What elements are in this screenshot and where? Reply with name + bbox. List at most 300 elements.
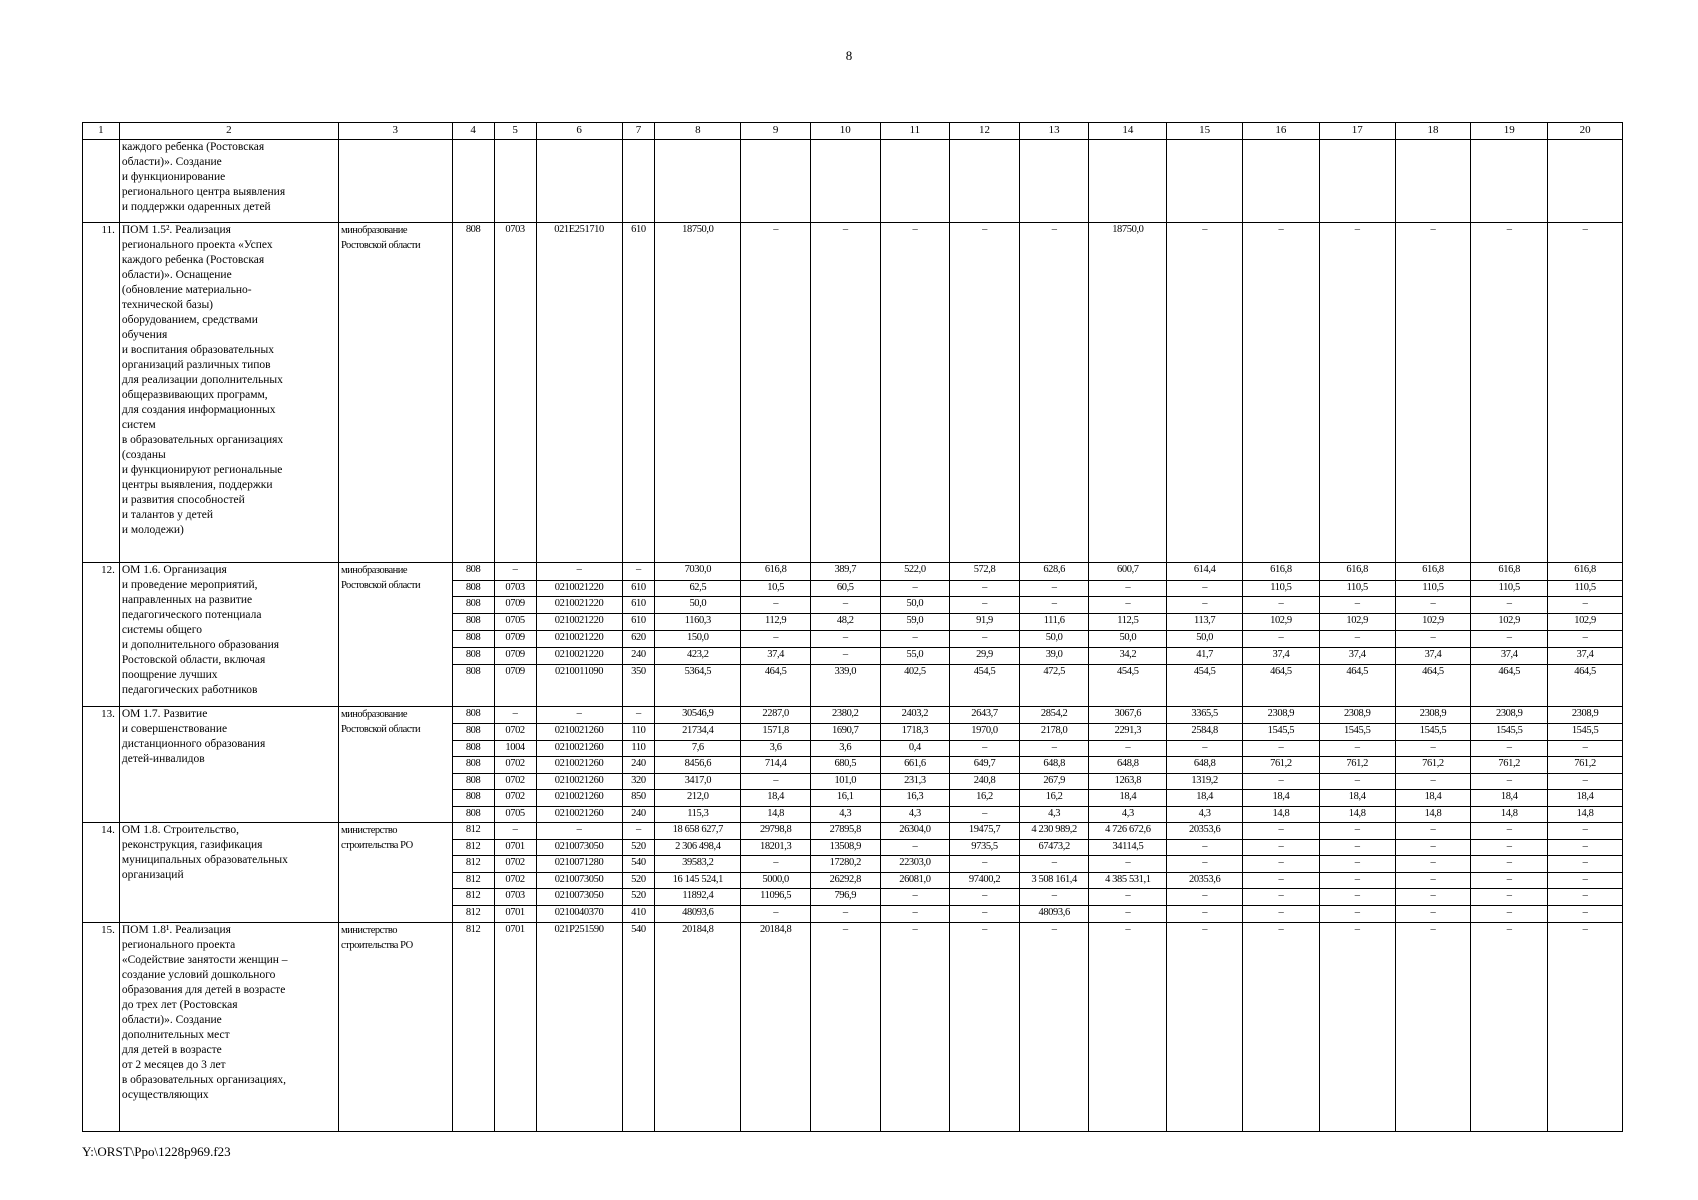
value-cell: 661,6 bbox=[880, 757, 950, 774]
measure-name-line: ОМ 1.7. Развитие bbox=[121, 708, 208, 721]
value-cell: – bbox=[880, 631, 950, 648]
value-cell: 812 bbox=[452, 889, 494, 906]
measure-name-line: области)». Оснащение bbox=[121, 268, 232, 281]
value-cell: 808 bbox=[452, 597, 494, 614]
column-number: 3 bbox=[338, 123, 452, 140]
value-cell bbox=[810, 139, 880, 222]
value-cell: 389,7 bbox=[810, 563, 880, 581]
value-cell: 796,9 bbox=[810, 889, 880, 906]
value-cell: 0210073050 bbox=[536, 839, 622, 855]
value-cell: 0210040370 bbox=[536, 906, 622, 923]
measure-name-line: ОМ 1.8. Строительство, bbox=[121, 823, 239, 836]
executor-line: Ростовской области bbox=[340, 724, 421, 736]
value-cell: – bbox=[1167, 597, 1243, 614]
value-cell bbox=[536, 139, 622, 222]
value-cell bbox=[1395, 139, 1471, 222]
value-cell: – bbox=[622, 707, 655, 724]
measure-name-line: создание условий дошкольного bbox=[121, 969, 276, 982]
value-cell: – bbox=[1395, 631, 1471, 648]
value-cell: 20184,8 bbox=[655, 923, 741, 1132]
value-cell: 2308,9 bbox=[1395, 707, 1471, 724]
measure-name-line: «Содействие занятости женщин – bbox=[121, 954, 288, 967]
value-cell: 761,2 bbox=[1395, 757, 1471, 774]
value-cell: 19475,7 bbox=[950, 822, 1020, 839]
value-cell: 39,0 bbox=[1019, 648, 1089, 665]
value-cell: 1970,0 bbox=[950, 724, 1020, 741]
value-cell: – bbox=[1243, 923, 1320, 1132]
value-cell: 18,4 bbox=[1319, 789, 1395, 806]
measure-name-cell bbox=[119, 707, 338, 822]
value-cell: – bbox=[1319, 774, 1395, 790]
value-cell: – bbox=[1319, 741, 1395, 757]
value-cell: 18,4 bbox=[1548, 789, 1623, 806]
value-cell: – bbox=[1319, 839, 1395, 855]
executor-line: министерство bbox=[340, 824, 398, 836]
value-cell: – bbox=[1089, 889, 1167, 906]
column-number: 16 bbox=[1243, 123, 1320, 140]
value-cell: 26081,0 bbox=[880, 872, 950, 889]
value-cell: 2380,2 bbox=[810, 707, 880, 724]
value-cell: – bbox=[494, 707, 536, 724]
value-cell: 616,8 bbox=[1319, 563, 1395, 581]
value-cell: 808 bbox=[452, 741, 494, 757]
value-cell: 1160,3 bbox=[655, 614, 741, 631]
value-cell: – bbox=[1471, 222, 1548, 563]
value-cell: – bbox=[1167, 889, 1243, 906]
value-cell: – bbox=[1548, 889, 1623, 906]
column-number: 14 bbox=[1089, 123, 1167, 140]
value-cell: 20353,6 bbox=[1167, 872, 1243, 889]
value-cell: 240 bbox=[622, 648, 655, 665]
value-cell: – bbox=[1167, 741, 1243, 757]
value-cell: 3,6 bbox=[741, 741, 811, 757]
value-cell: 1004 bbox=[494, 741, 536, 757]
value-cell: 812 bbox=[452, 839, 494, 855]
value-cell: – bbox=[536, 563, 622, 581]
value-cell: 0210021220 bbox=[536, 614, 622, 631]
value-cell: – bbox=[1548, 222, 1623, 563]
value-cell: 812 bbox=[452, 923, 494, 1132]
value-cell: – bbox=[810, 597, 880, 614]
measure-name-cell bbox=[119, 923, 338, 1132]
measure-name-line: и воспитания образовательных bbox=[121, 343, 274, 356]
measure-name-line: и молодежи) bbox=[121, 523, 184, 536]
value-cell: 808 bbox=[452, 631, 494, 648]
value-cell: – bbox=[1471, 822, 1548, 839]
value-cell: 4,3 bbox=[1167, 806, 1243, 822]
value-cell bbox=[1471, 139, 1548, 222]
value-cell: – bbox=[1019, 855, 1089, 872]
value-cell: 212,0 bbox=[655, 789, 741, 806]
measure-name-line: реконструкция, газификация bbox=[121, 838, 263, 851]
value-cell: 18,4 bbox=[1395, 789, 1471, 806]
value-cell: 614,4 bbox=[1167, 563, 1243, 581]
value-cell: – bbox=[1395, 741, 1471, 757]
value-cell: 616,8 bbox=[741, 563, 811, 581]
value-cell: – bbox=[1243, 906, 1320, 923]
measure-name-line: Ростовской области, включая bbox=[121, 654, 266, 667]
budget-table bbox=[82, 122, 1623, 1132]
value-cell: – bbox=[1319, 631, 1395, 648]
value-cell: – bbox=[880, 839, 950, 855]
value-cell: 18 658 627,7 bbox=[655, 822, 741, 839]
value-cell: – bbox=[1548, 872, 1623, 889]
value-cell: 714,4 bbox=[741, 757, 811, 774]
value-cell: – bbox=[1471, 889, 1548, 906]
value-cell: 2287,0 bbox=[741, 707, 811, 724]
value-cell: – bbox=[950, 855, 1020, 872]
value-cell: 628,6 bbox=[1019, 563, 1089, 581]
value-cell: 2643,7 bbox=[950, 707, 1020, 724]
executor-cell bbox=[338, 923, 452, 1132]
value-cell: – bbox=[880, 889, 950, 906]
value-cell: 16 145 524,1 bbox=[655, 872, 741, 889]
value-cell: 110,5 bbox=[1319, 581, 1395, 597]
value-cell: 115,3 bbox=[655, 806, 741, 822]
value-cell: 2403,2 bbox=[880, 707, 950, 724]
value-cell: – bbox=[1548, 597, 1623, 614]
value-cell: 350 bbox=[622, 665, 655, 707]
column-number-row bbox=[83, 123, 1623, 140]
value-cell: 021P251590 bbox=[536, 923, 622, 1132]
value-cell: 808 bbox=[452, 222, 494, 563]
measure-name-line: и функционирование bbox=[121, 170, 226, 183]
value-cell: 0210021260 bbox=[536, 789, 622, 806]
executor-cell bbox=[338, 707, 452, 822]
value-cell: – bbox=[1548, 923, 1623, 1132]
value-cell: 4,3 bbox=[1089, 806, 1167, 822]
value-cell: – bbox=[1243, 222, 1320, 563]
value-cell: 14,8 bbox=[1471, 806, 1548, 822]
measure-name-line: центры выявления, поддержки bbox=[121, 478, 273, 491]
column-number: 15 bbox=[1167, 123, 1243, 140]
value-cell: 0210021260 bbox=[536, 741, 622, 757]
measure-name-line: организаций bbox=[121, 868, 184, 881]
column-number: 4 bbox=[452, 123, 494, 140]
measure-name-line: обучения bbox=[121, 328, 168, 341]
value-cell: – bbox=[1471, 774, 1548, 790]
value-cell: – bbox=[1019, 597, 1089, 614]
measure-name-line: для создания информационных bbox=[121, 403, 276, 416]
value-cell: 648,8 bbox=[1089, 757, 1167, 774]
value-cell: 464,5 bbox=[741, 665, 811, 707]
value-cell: 16,1 bbox=[810, 789, 880, 806]
value-cell: 0210021220 bbox=[536, 581, 622, 597]
value-cell: 522,0 bbox=[880, 563, 950, 581]
measure-name-line: в образовательных организациях bbox=[121, 433, 284, 446]
value-cell: 150,0 bbox=[655, 631, 741, 648]
value-cell: 18,4 bbox=[1471, 789, 1548, 806]
value-cell: 2308,9 bbox=[1319, 707, 1395, 724]
value-cell: 18,4 bbox=[1089, 789, 1167, 806]
measure-name-line: и поддержки одаренных детей bbox=[121, 200, 271, 213]
value-cell: 0709 bbox=[494, 597, 536, 614]
value-cell: – bbox=[1089, 906, 1167, 923]
value-cell: – bbox=[1471, 872, 1548, 889]
value-cell: 50,0 bbox=[880, 597, 950, 614]
value-cell: 616,8 bbox=[1471, 563, 1548, 581]
value-cell: 808 bbox=[452, 774, 494, 790]
value-cell: 0705 bbox=[494, 614, 536, 631]
value-cell: – bbox=[1395, 839, 1471, 855]
value-cell: – bbox=[1395, 222, 1471, 563]
value-cell: 808 bbox=[452, 707, 494, 724]
row-number-cell: 14. bbox=[83, 822, 120, 923]
measure-name-line: поощрение лучших bbox=[121, 669, 218, 682]
footer-file-path: Y:\ORST\Ppo\1228p969.f23 bbox=[82, 1144, 231, 1159]
value-cell: – bbox=[1019, 581, 1089, 597]
value-cell: 1545,5 bbox=[1471, 724, 1548, 741]
value-cell: 616,8 bbox=[1243, 563, 1320, 581]
value-cell: – bbox=[741, 906, 811, 923]
measure-name-line: направленных на развитие bbox=[121, 594, 253, 607]
measure-name-line: образования для детей в возрасте bbox=[121, 984, 286, 997]
value-cell: 37,4 bbox=[1395, 648, 1471, 665]
value-cell: 13508,9 bbox=[810, 839, 880, 855]
value-cell: – bbox=[1471, 597, 1548, 614]
measure-name-line: от 2 месяцев до 3 лет bbox=[121, 1059, 226, 1072]
value-cell: 520 bbox=[622, 889, 655, 906]
measure-name-line: педагогических работников bbox=[121, 684, 258, 697]
value-cell: 2308,9 bbox=[1548, 707, 1623, 724]
value-cell: 55,0 bbox=[880, 648, 950, 665]
measure-name-line: дистанционного образования bbox=[121, 738, 266, 751]
value-cell: 26304,0 bbox=[880, 822, 950, 839]
value-cell bbox=[741, 139, 811, 222]
value-cell: 59,0 bbox=[880, 614, 950, 631]
value-cell: – bbox=[1167, 855, 1243, 872]
value-cell bbox=[655, 139, 741, 222]
value-cell: – bbox=[1019, 923, 1089, 1132]
value-cell: 3365,5 bbox=[1167, 707, 1243, 724]
executor-cell bbox=[338, 822, 452, 923]
value-cell bbox=[494, 139, 536, 222]
value-cell: 464,5 bbox=[1395, 665, 1471, 707]
column-number: 13 bbox=[1019, 123, 1089, 140]
measure-name-line: ПОМ 1.8¹. Реализация bbox=[121, 924, 231, 937]
value-cell: 540 bbox=[622, 923, 655, 1132]
measure-name-line: регионального центра выявления bbox=[121, 185, 286, 198]
value-cell: 34114,5 bbox=[1089, 839, 1167, 855]
column-number: 2 bbox=[119, 123, 338, 140]
value-cell: 18,4 bbox=[1243, 789, 1320, 806]
value-cell: 1319,2 bbox=[1167, 774, 1243, 790]
value-cell: 110,5 bbox=[1243, 581, 1320, 597]
value-cell: 2584,8 bbox=[1167, 724, 1243, 741]
value-cell: 1263,8 bbox=[1089, 774, 1167, 790]
value-cell: 27895,8 bbox=[810, 822, 880, 839]
value-cell: 39583,2 bbox=[655, 855, 741, 872]
table-row bbox=[83, 139, 1623, 222]
value-cell: 113,7 bbox=[1167, 614, 1243, 631]
value-cell: – bbox=[741, 597, 811, 614]
value-cell: 0210021220 bbox=[536, 597, 622, 614]
value-cell: 0210021220 bbox=[536, 631, 622, 648]
value-cell: 454,5 bbox=[1089, 665, 1167, 707]
value-cell bbox=[1243, 139, 1320, 222]
value-cell: 3067,6 bbox=[1089, 707, 1167, 724]
value-cell: 37,4 bbox=[741, 648, 811, 665]
table-row bbox=[83, 822, 1623, 839]
measure-name-line: и развития способностей bbox=[121, 493, 245, 506]
value-cell: 110 bbox=[622, 741, 655, 757]
column-number: 19 bbox=[1471, 123, 1548, 140]
value-cell: 14,8 bbox=[741, 806, 811, 822]
value-cell: 0702 bbox=[494, 789, 536, 806]
value-cell: – bbox=[1019, 889, 1089, 906]
value-cell: 4,3 bbox=[880, 806, 950, 822]
table-row bbox=[83, 707, 1623, 724]
value-cell: 30546,9 bbox=[655, 707, 741, 724]
measure-name-line: технической базы) bbox=[121, 298, 214, 311]
value-cell: – bbox=[536, 822, 622, 839]
value-cell: 464,5 bbox=[1319, 665, 1395, 707]
executor-line: Ростовской области bbox=[340, 580, 421, 592]
value-cell bbox=[1019, 139, 1089, 222]
measure-name-cell bbox=[119, 563, 338, 707]
value-cell: 102,9 bbox=[1395, 614, 1471, 631]
value-cell: – bbox=[880, 222, 950, 563]
value-cell: 102,9 bbox=[1471, 614, 1548, 631]
value-cell: – bbox=[950, 906, 1020, 923]
value-cell: – bbox=[1548, 906, 1623, 923]
value-cell: 1545,5 bbox=[1243, 724, 1320, 741]
value-cell: – bbox=[741, 774, 811, 790]
value-cell: 11096,5 bbox=[741, 889, 811, 906]
value-cell bbox=[622, 139, 655, 222]
value-cell: – bbox=[1319, 889, 1395, 906]
value-cell: 48093,6 bbox=[655, 906, 741, 923]
value-cell: 761,2 bbox=[1319, 757, 1395, 774]
executor-line: министерство bbox=[340, 925, 398, 937]
value-cell: – bbox=[622, 563, 655, 581]
value-cell: – bbox=[810, 906, 880, 923]
executor-cell bbox=[338, 139, 452, 222]
value-cell: 0210073050 bbox=[536, 872, 622, 889]
value-cell: – bbox=[1319, 597, 1395, 614]
value-cell: 454,5 bbox=[1167, 665, 1243, 707]
value-cell: 610 bbox=[622, 597, 655, 614]
measure-name-line: каждого ребенка (Ростовская bbox=[121, 253, 265, 266]
measure-name-line: области)». Создание bbox=[121, 155, 222, 168]
measure-name-line: и дополнительного образования bbox=[121, 639, 280, 652]
value-cell: 67473,2 bbox=[1019, 839, 1089, 855]
value-cell: 1545,5 bbox=[1319, 724, 1395, 741]
value-cell: 610 bbox=[622, 222, 655, 563]
value-cell: 5000,0 bbox=[741, 872, 811, 889]
value-cell: 648,8 bbox=[1019, 757, 1089, 774]
value-cell: 0210073050 bbox=[536, 889, 622, 906]
value-cell: 110 bbox=[622, 724, 655, 741]
value-cell: – bbox=[1243, 741, 1320, 757]
value-cell: 50,0 bbox=[655, 597, 741, 614]
value-cell: 320 bbox=[622, 774, 655, 790]
value-cell: – bbox=[880, 923, 950, 1132]
value-cell: – bbox=[1548, 631, 1623, 648]
measure-name-line: систем bbox=[121, 418, 156, 431]
value-cell: – bbox=[950, 631, 1020, 648]
value-cell: 48,2 bbox=[810, 614, 880, 631]
value-cell: – bbox=[1089, 923, 1167, 1132]
measure-name-line: педагогического потенциала bbox=[121, 609, 262, 622]
value-cell: 5364,5 bbox=[655, 665, 741, 707]
value-cell: 11892,4 bbox=[655, 889, 741, 906]
value-cell: 761,2 bbox=[1471, 757, 1548, 774]
measure-name-line: общеразвивающих программ, bbox=[121, 388, 268, 401]
value-cell: – bbox=[1167, 906, 1243, 923]
value-cell: 761,2 bbox=[1548, 757, 1623, 774]
measure-name-line: и совершенствование bbox=[121, 723, 228, 736]
executor-line: Ростовской области bbox=[340, 239, 421, 251]
table-body bbox=[83, 123, 1623, 1132]
measure-name-line: и функционируют региональные bbox=[121, 463, 283, 476]
value-cell: 267,9 bbox=[1019, 774, 1089, 790]
column-number: 1 bbox=[83, 123, 120, 140]
value-cell: 4 230 989,2 bbox=[1019, 822, 1089, 839]
value-cell: 29,9 bbox=[950, 648, 1020, 665]
value-cell: 600,7 bbox=[1089, 563, 1167, 581]
value-cell: – bbox=[741, 222, 811, 563]
value-cell: 0210021220 bbox=[536, 648, 622, 665]
value-cell: – bbox=[536, 707, 622, 724]
value-cell: 37,4 bbox=[1243, 648, 1320, 665]
value-cell bbox=[950, 139, 1020, 222]
value-cell: – bbox=[1089, 741, 1167, 757]
value-cell: 20353,6 bbox=[1167, 822, 1243, 839]
value-cell: 50,0 bbox=[1019, 631, 1089, 648]
measure-name-line: для детей в возрасте bbox=[121, 1044, 222, 1057]
row-number-cell: 13. bbox=[83, 707, 120, 822]
value-cell: 16,2 bbox=[950, 789, 1020, 806]
value-cell: – bbox=[1319, 222, 1395, 563]
value-cell: 34,2 bbox=[1089, 648, 1167, 665]
measure-name-line: каждого ребенка (Ростовская bbox=[121, 140, 265, 153]
value-cell: – bbox=[1167, 839, 1243, 855]
value-cell: 2 306 498,4 bbox=[655, 839, 741, 855]
value-cell: – bbox=[1395, 923, 1471, 1132]
value-cell bbox=[880, 139, 950, 222]
value-cell: 464,5 bbox=[1471, 665, 1548, 707]
value-cell: – bbox=[1243, 597, 1320, 614]
value-cell: 110,5 bbox=[1471, 581, 1548, 597]
value-cell: 4,3 bbox=[1019, 806, 1089, 822]
value-cell: – bbox=[1089, 597, 1167, 614]
value-cell: 680,5 bbox=[810, 757, 880, 774]
value-cell: 0709 bbox=[494, 631, 536, 648]
value-cell: 0703 bbox=[494, 222, 536, 563]
value-cell: – bbox=[1019, 222, 1089, 563]
measure-name-line: регионального проекта «Успех bbox=[121, 238, 273, 251]
value-cell: 423,2 bbox=[655, 648, 741, 665]
value-cell: 1545,5 bbox=[1395, 724, 1471, 741]
value-cell: 0709 bbox=[494, 648, 536, 665]
value-cell: – bbox=[1243, 774, 1320, 790]
column-number: 10 bbox=[810, 123, 880, 140]
value-cell bbox=[1548, 139, 1623, 222]
value-cell: – bbox=[1548, 774, 1623, 790]
value-cell: – bbox=[622, 822, 655, 839]
column-number: 17 bbox=[1319, 123, 1395, 140]
value-cell: – bbox=[1243, 631, 1320, 648]
value-cell: 110,5 bbox=[1395, 581, 1471, 597]
value-cell: 3,6 bbox=[810, 741, 880, 757]
value-cell: 0210011090 bbox=[536, 665, 622, 707]
value-cell: – bbox=[1089, 581, 1167, 597]
value-cell: 16,2 bbox=[1019, 789, 1089, 806]
value-cell: – bbox=[950, 923, 1020, 1132]
value-cell: 102,9 bbox=[1243, 614, 1320, 631]
value-cell: – bbox=[494, 822, 536, 839]
